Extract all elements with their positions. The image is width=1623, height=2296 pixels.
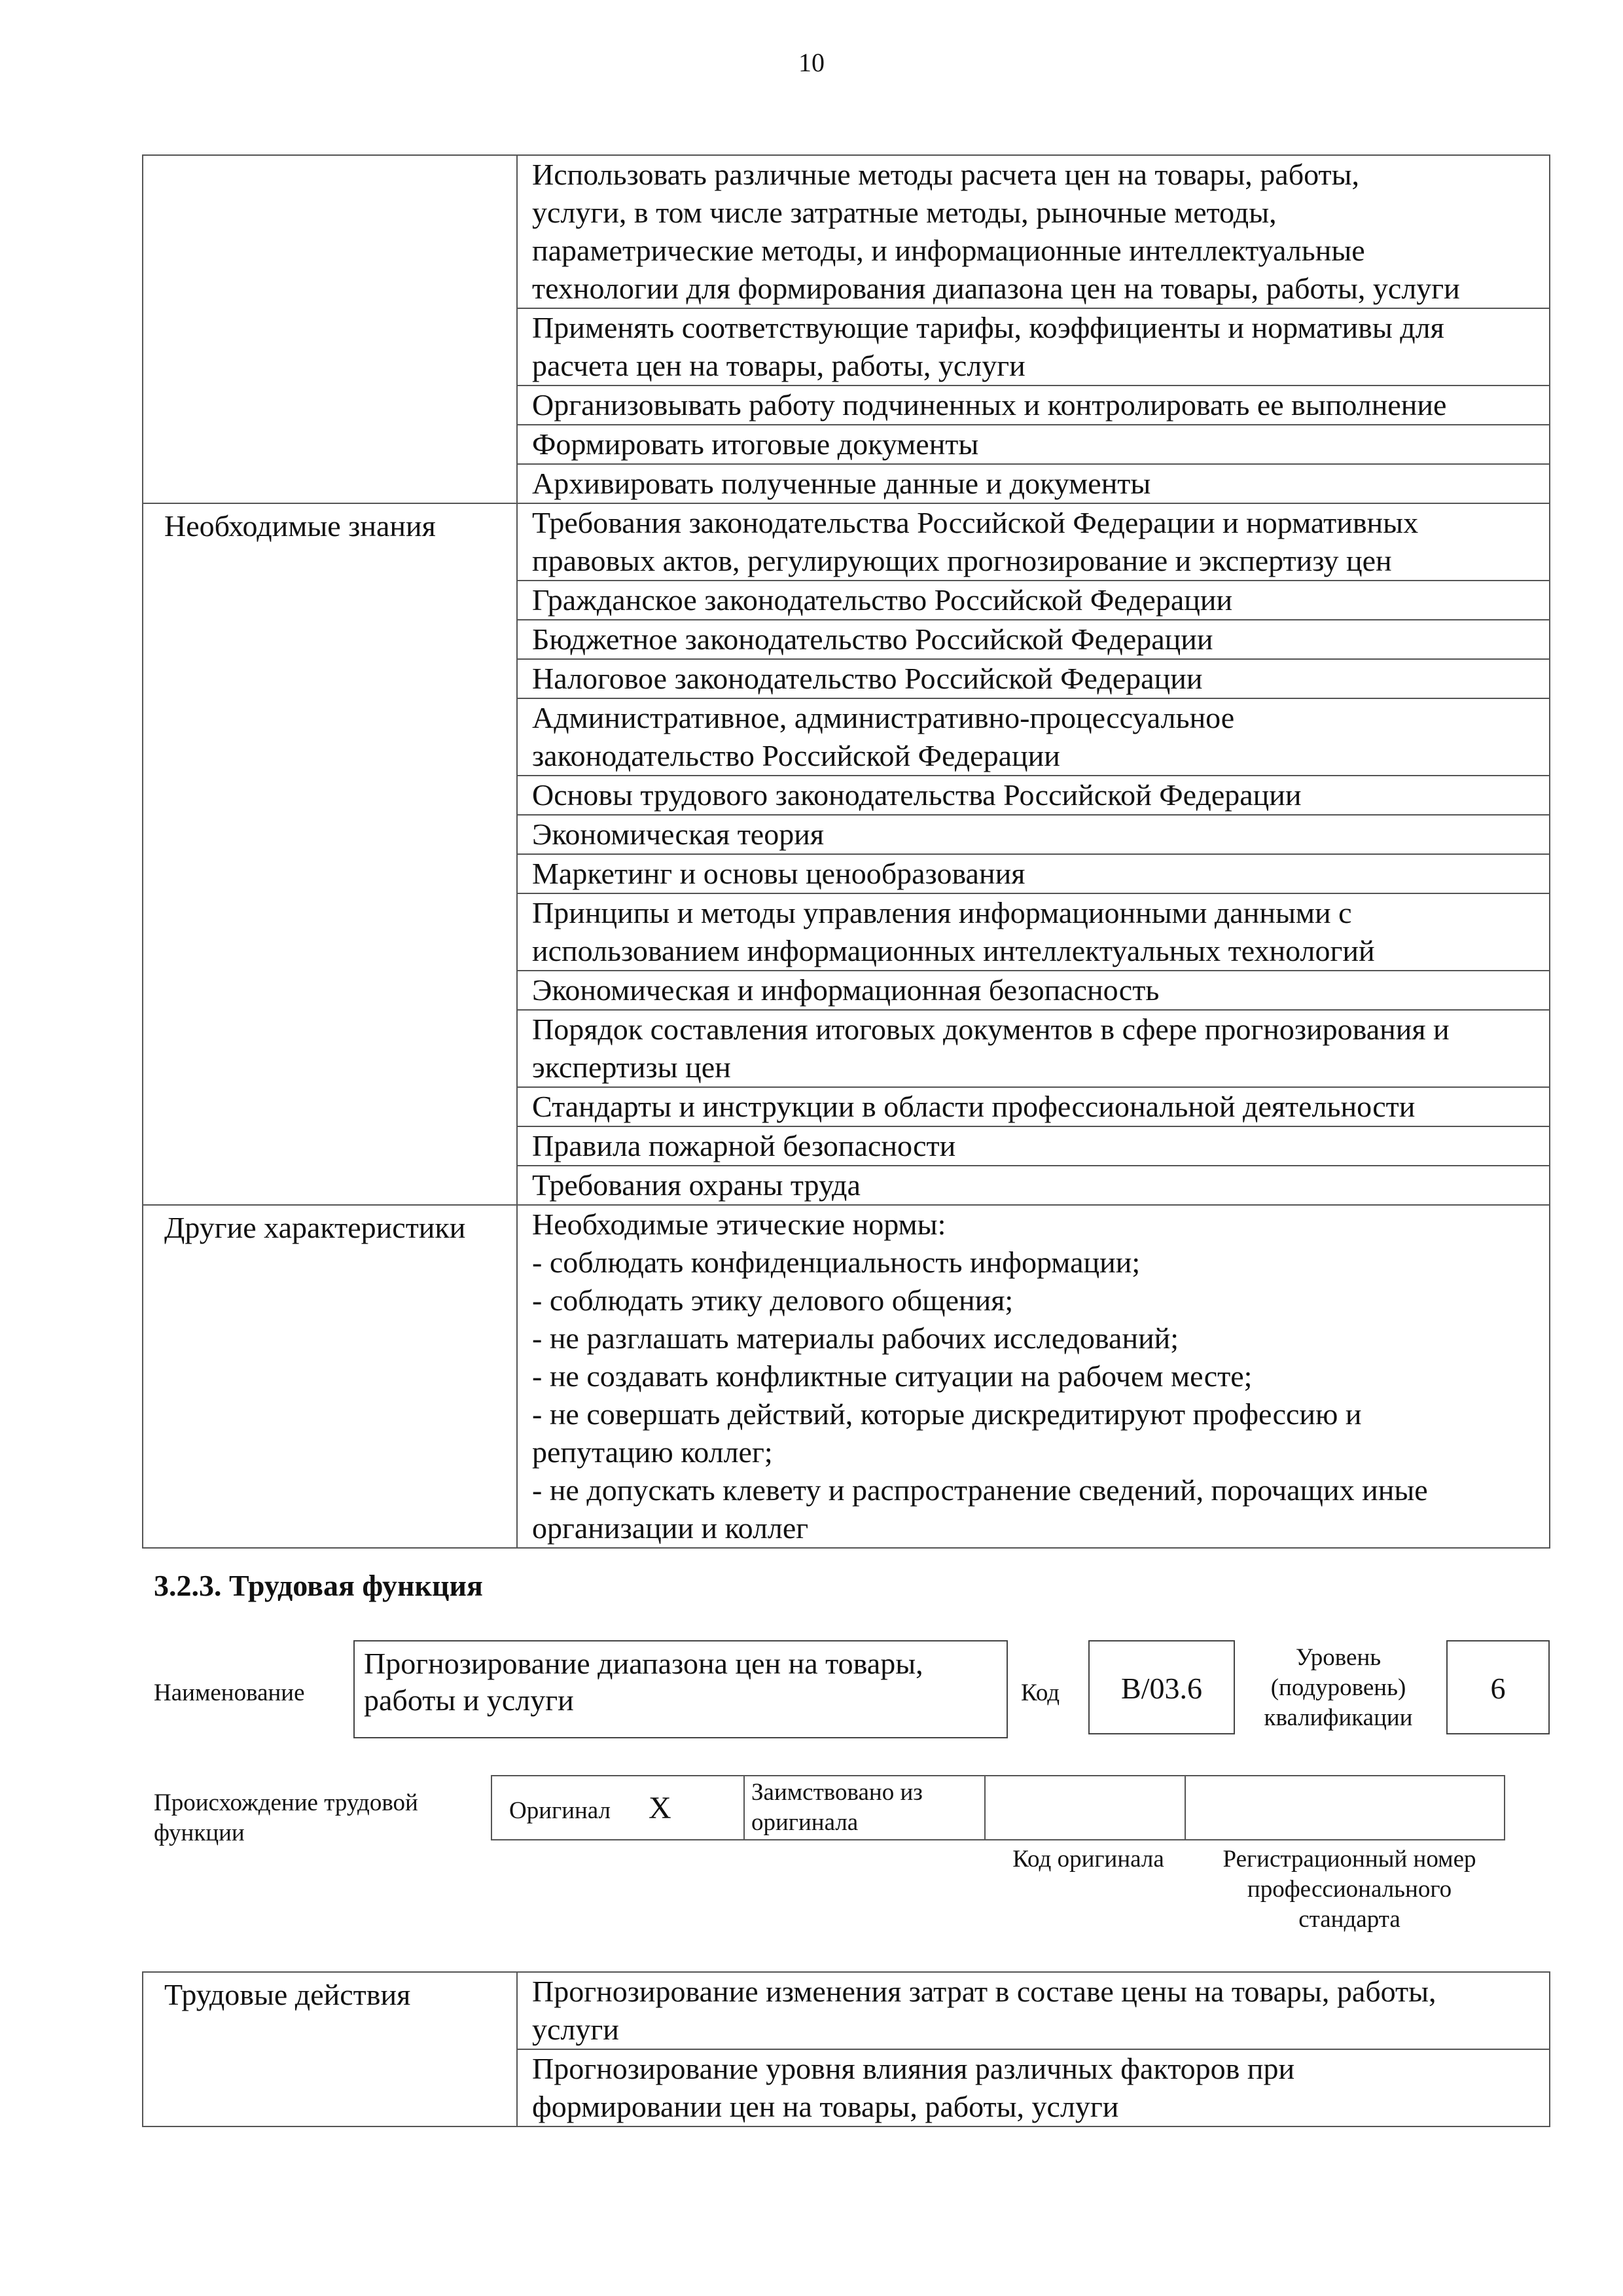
text-line: работы и услуги <box>364 1683 574 1717</box>
text-line: функции <box>154 1820 245 1846</box>
text-line: Происхождение трудовой <box>154 1789 418 1816</box>
skills-knowledge-table <box>142 154 1550 1549</box>
registration-number-cell <box>1185 1776 1505 1840</box>
labor-actions-label: Трудовые действия <box>143 1972 517 2126</box>
text-line: Прогнозирование диапазона цен на товары, <box>364 1647 923 1680</box>
text-line: Заимствовано из <box>751 1779 923 1806</box>
list-item <box>518 1127 1549 1166</box>
name-label: Наименование <box>154 1679 305 1706</box>
text-line: Прогнозирование изменения затрат в составе цены на товары, работы, <box>532 1975 1436 2008</box>
text-line: законодательство Российской Федерации <box>532 739 1060 772</box>
text-line: расчета цен на товары, работы, услуги <box>532 349 1026 382</box>
text-line: Требования охраны труда <box>532 1168 861 1202</box>
list-item <box>518 581 1549 620</box>
list-item <box>518 156 1549 309</box>
original-mark: X <box>649 1790 671 1825</box>
section-title: 3.2.3. Трудовая функция <box>154 1569 483 1602</box>
original-cell <box>491 1776 744 1840</box>
text-line: Гражданское законодательство Российской Федерации <box>532 583 1233 617</box>
text-line: Организовывать работу подчиненных и контролировать ее выполнение <box>532 388 1447 422</box>
text-line: - соблюдать конфиденциальность информации; <box>532 1246 1141 1279</box>
labor-actions-cell <box>517 1972 1550 2126</box>
list-item <box>518 309 1549 386</box>
text-line: экспертизы цен <box>532 1050 731 1084</box>
row-label-empty <box>143 155 517 503</box>
page-number: 10 <box>798 48 825 77</box>
text-line: (подуровень) <box>1270 1674 1406 1701</box>
text-line: Правила пожарной безопасности <box>532 1129 956 1162</box>
function-code-box: B/03.6 <box>1088 1640 1235 1734</box>
list-item <box>518 699 1549 776</box>
list-item <box>518 1011 1549 1088</box>
other-characteristics-label: Другие характеристики <box>143 1205 517 1548</box>
text-line: Прогнозирование уровня влияния различных факторов при <box>532 2052 1295 2085</box>
registration-number-caption <box>1190 1844 1509 1935</box>
text-line: - соблюдать этику делового общения; <box>532 1283 1014 1317</box>
list-item <box>518 855 1549 894</box>
text-line: Порядок составления итоговых документов в сфере прогнозирования и <box>532 1013 1450 1046</box>
text-line: Стандарты и инструкции в области профессиональной деятельности <box>532 1090 1416 1123</box>
table-row <box>143 503 1550 1205</box>
origin-label <box>154 1788 418 1848</box>
list-item <box>518 1166 1549 1204</box>
text-line: репутацию коллег; <box>532 1435 773 1469</box>
text-line: Уровень <box>1295 1644 1382 1671</box>
text-line: - не допускать клевету и распространение сведений, порочащих иные <box>532 1473 1428 1507</box>
text-line: - не разглашать материалы рабочих исследований; <box>532 1321 1179 1355</box>
text-line: параметрические методы, и информационные интеллектуальные <box>532 234 1365 267</box>
text-line: профессионального <box>1247 1876 1452 1903</box>
text-line: Принципы и методы управления информационными данными с <box>532 896 1352 929</box>
text-line: услуги, в том числе затратные методы, рыночные методы, <box>532 196 1277 229</box>
list-item <box>518 894 1549 971</box>
borrowed-cell <box>744 1776 985 1840</box>
text-line: Архивировать полученные данные и документы <box>532 467 1151 500</box>
text-line: Маркетинг и основы ценообразования <box>532 857 1026 890</box>
text-line: стандарта <box>1298 1906 1400 1933</box>
table-row <box>143 1972 1550 2126</box>
text-line: Основы трудового законодательства Российской Федерации <box>532 778 1302 812</box>
list-item <box>518 386 1549 425</box>
skills-cell <box>517 155 1550 503</box>
list-item <box>518 2050 1549 2126</box>
knowledge-label: Необходимые знания <box>143 503 517 1205</box>
original-code-cell <box>985 1776 1185 1840</box>
list-item <box>518 425 1549 465</box>
level-label <box>1237 1643 1440 1733</box>
list-item <box>518 1088 1549 1127</box>
list-item <box>518 620 1549 660</box>
text-line: Регистрационный номер <box>1222 1846 1476 1873</box>
text-line: Экономическая теория <box>532 817 824 851</box>
list-item <box>518 465 1549 503</box>
list-item <box>518 1206 1549 1547</box>
text-line: Бюджетное законодательство Российской Федерации <box>532 622 1213 656</box>
text-line: использованием информационных интеллектуальных технологий <box>532 934 1375 967</box>
text-line: - не совершать действий, которые дискредитируют профессию и <box>532 1397 1362 1431</box>
code-original-caption: Код оригинала <box>1012 1846 1164 1873</box>
list-item <box>518 816 1549 855</box>
table-row <box>143 1205 1550 1548</box>
text-line: правовых актов, регулирующих прогнозирование и экспертизу цен <box>532 544 1392 577</box>
list-item <box>518 660 1549 699</box>
text-line: Необходимые этические нормы: <box>532 1208 946 1241</box>
text-line: Административное, административно-процессуальное <box>532 701 1235 734</box>
text-line: услуги <box>532 2013 619 2046</box>
text-line: организации и коллег <box>532 1511 809 1545</box>
knowledge-cell <box>517 503 1550 1205</box>
text-line: Требования законодательства Российской Федерации и нормативных <box>532 506 1419 539</box>
text-line: - не создавать конфликтные ситуации на рабочем месте; <box>532 1359 1253 1393</box>
origin-table <box>491 1775 1505 1840</box>
table-row <box>143 155 1550 503</box>
list-item <box>518 1973 1549 2050</box>
list-item <box>518 776 1549 816</box>
text-line: квалификации <box>1264 1704 1413 1731</box>
list-item <box>518 504 1549 581</box>
labor-actions-table <box>142 1971 1550 2127</box>
original-label: Оригинал <box>509 1797 611 1824</box>
function-name-box <box>353 1640 1008 1738</box>
text-line: формировании цен на товары, работы, услуги <box>532 2090 1119 2123</box>
table-row <box>491 1776 1505 1840</box>
other-characteristics-cell <box>517 1205 1550 1548</box>
text-line: технологии для формирования диапазона цен на товары, работы, услуги <box>532 272 1460 305</box>
list-item <box>518 971 1549 1011</box>
text-line: Экономическая и информационная безопасность <box>532 973 1160 1007</box>
text-line: Налоговое законодательство Российской Федерации <box>532 662 1203 695</box>
qualification-level-box: 6 <box>1446 1640 1550 1734</box>
text-line: Формировать итоговые документы <box>532 427 979 461</box>
text-line: оригинала <box>751 1809 859 1836</box>
text-line: Использовать различные методы расчета цен на товары, работы, <box>532 158 1360 191</box>
code-label: Код <box>1021 1679 1060 1706</box>
text-line: Применять соответствующие тарифы, коэффициенты и нормативы для <box>532 311 1444 344</box>
